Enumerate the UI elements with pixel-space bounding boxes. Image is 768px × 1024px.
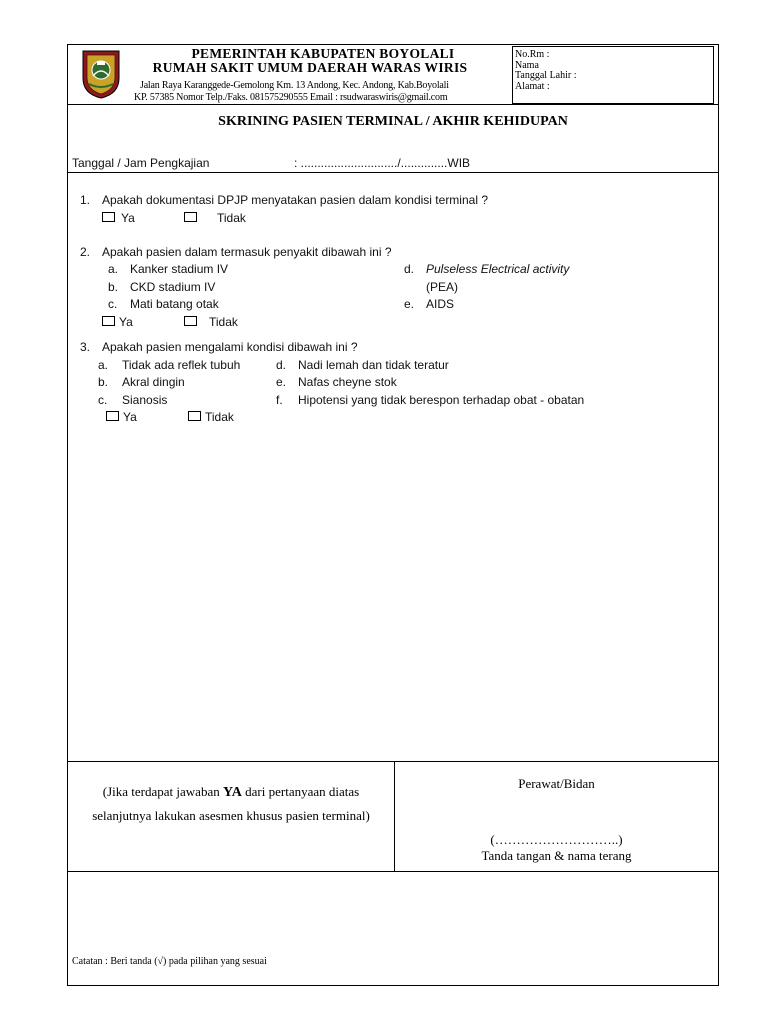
assessment-date-label: Tanggal / Jam Pengkajian — [72, 156, 210, 170]
option-letter: e. — [404, 297, 415, 311]
org-line-2: RUMAH SAKIT UMUM DAERAH WARAS WIRIS — [152, 60, 468, 75]
question-3-text: Apakah pasien mengalami kondisi dibawah ini ? — [102, 340, 358, 354]
option-text: Pulseless Electrical activity — [426, 262, 570, 276]
no-label: Tidak — [209, 315, 238, 329]
catatan-note: Catatan : Beri tanda (√) pada pilihan yang sesuai — [72, 956, 267, 967]
checkbox-icon[interactable] — [106, 411, 119, 421]
option-text-cont: (PEA) — [426, 280, 459, 294]
yes-label: Ya — [121, 211, 135, 225]
signature-caption: Tanda tangan & nama terang — [481, 848, 632, 863]
question-3-yes-option[interactable] — [106, 410, 137, 424]
option-text: Sianosis — [122, 393, 168, 407]
question-2-number: 2. — [80, 245, 91, 259]
option-letter: d. — [404, 262, 415, 276]
option-letter: c. — [98, 393, 108, 407]
form-title: SKRINING PASIEN TERMINAL / AKHIR KEHIDUPAN — [218, 114, 568, 129]
question-1-yes-option[interactable] — [102, 211, 135, 225]
question-3-no-option[interactable] — [188, 410, 234, 424]
tanggal-lahir-field[interactable]: Tanggal Lahir : — [515, 70, 577, 81]
option-letter: b. — [108, 280, 119, 294]
option-text: Mati batang otak — [130, 297, 219, 311]
option-text: CKD stadium IV — [130, 280, 216, 294]
checkbox-icon[interactable] — [102, 316, 115, 326]
org-line-1: PEMERINTAH KABUPATEN BOYOLALI — [191, 46, 455, 61]
question-3-number: 3. — [80, 340, 91, 354]
option-letter: e. — [276, 375, 287, 389]
checkbox-icon[interactable] — [184, 212, 197, 222]
option-text: AIDS — [426, 297, 455, 311]
patient-identity-box — [512, 46, 714, 104]
option-letter: b. — [98, 375, 109, 389]
address-line-1: Jalan Raya Karanggede-Gemolong Km. 13 Andong, Kec. Andong, Kab.Boyolali — [140, 80, 449, 91]
option-text: Hipotensi yang tidak berespon terhadap obat - obatan — [298, 393, 585, 407]
footer-divider-top — [67, 761, 719, 762]
no-label: Tidak — [205, 410, 234, 424]
follow-up-instruction: (Jika terdapat jawaban YA dari pertanyaan diatas selanjutnya lakukan asesmen khusus pasien terminal) — [92, 784, 370, 823]
address-line-2: KP. 57385 Nomor Telp./Faks. 081575290555 Email : rsudwaraswiris@gmail.com — [134, 92, 448, 103]
question-1-no-option[interactable] — [184, 211, 246, 225]
yes-label: Ya — [119, 315, 133, 329]
checkbox-icon[interactable] — [188, 411, 201, 421]
option-letter: d. — [276, 358, 287, 372]
option-text: Kanker stadium IV — [130, 262, 229, 276]
no-rm-field[interactable]: No.Rm : — [515, 49, 550, 60]
alamat-field[interactable]: Alamat : — [515, 80, 550, 92]
option-letter: a. — [108, 262, 119, 276]
checkbox-icon[interactable] — [102, 212, 115, 222]
header-divider — [67, 104, 719, 105]
option-text: Nafas cheyne stok — [298, 375, 397, 389]
no-label: Tidak — [217, 211, 246, 225]
question-1-number: 1. — [80, 193, 91, 207]
option-text: Akral dingin — [122, 375, 185, 389]
nama-field[interactable]: Nama — [515, 59, 539, 71]
question-1-text: Apakah dokumentasi DPJP menyatakan pasien dalam kondisi terminal ? — [102, 193, 488, 207]
signer-role: Perawat/Bidan — [518, 776, 595, 791]
question-2-yes-option[interactable] — [102, 315, 133, 329]
boyolali-crest-icon — [80, 48, 122, 100]
option-letter: c. — [108, 297, 118, 311]
option-text: Nadi lemah dan tidak teratur — [298, 358, 449, 372]
yes-label: Ya — [123, 410, 137, 424]
checkbox-icon[interactable] — [184, 316, 197, 326]
option-letter: f. — [276, 393, 283, 407]
option-text: Tidak ada reflek tubuh — [122, 358, 241, 372]
question-2-no-option[interactable] — [184, 315, 238, 329]
date-divider — [67, 172, 719, 173]
question-2-text: Apakah pasien dalam termasuk penyakit dibawah ini ? — [102, 245, 392, 259]
assessment-date-input[interactable]: : ............................./..............WIB — [294, 156, 471, 170]
signature-field[interactable]: (………………………..) — [490, 832, 623, 847]
footer-divider-bottom — [67, 871, 719, 872]
option-letter: a. — [98, 358, 109, 372]
